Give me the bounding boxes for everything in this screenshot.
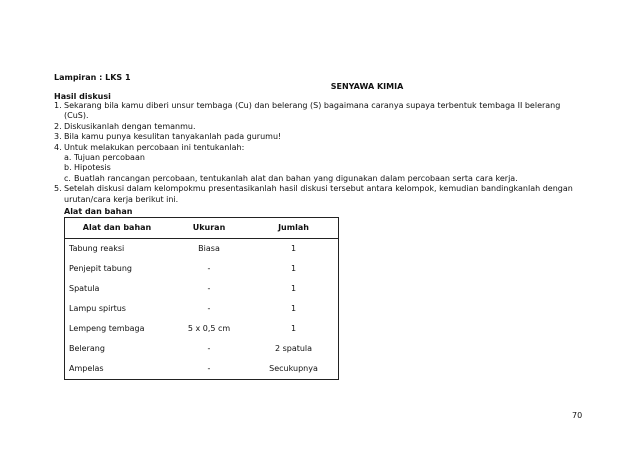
document-title xyxy=(0,82,638,92)
list-item xyxy=(54,132,584,142)
table-cell: 1 xyxy=(290,283,297,293)
table-row xyxy=(65,299,339,319)
sub-list-item xyxy=(64,153,584,163)
table-row xyxy=(65,239,339,260)
column-header: Jumlah xyxy=(249,218,339,239)
appendix-label: Lampiran : LKS 1 xyxy=(54,73,131,82)
table-row xyxy=(65,279,339,299)
sub-list-letter: a. xyxy=(64,152,72,162)
table-row xyxy=(65,359,339,380)
sub-list-item xyxy=(64,163,584,173)
table-header-row xyxy=(65,218,339,239)
table-cell: Spatula xyxy=(69,283,100,293)
table-cell: Tabung reaksi xyxy=(69,243,125,253)
list-number: 1. xyxy=(54,101,62,110)
table-cell: Lempeng tembaga xyxy=(69,323,145,333)
table-row xyxy=(65,339,339,359)
page-number: 70 xyxy=(572,411,583,420)
table-cell: Lampu spirtus xyxy=(69,303,126,313)
table-row xyxy=(65,259,339,279)
section-heading: Hasil diskusi xyxy=(54,92,111,101)
sub-list-text: Hipotesis xyxy=(74,163,111,173)
table-cell: 5 x 0,5 cm xyxy=(187,323,231,333)
list-item xyxy=(54,184,584,205)
discussion-list xyxy=(54,101,584,205)
list-text: Untuk melakukan percobaan ini tentukanlah: xyxy=(64,142,245,152)
table-cell: 2 spatula xyxy=(274,343,313,353)
table-cell: 1 xyxy=(290,303,297,313)
sub-list-item xyxy=(64,174,584,184)
list-text: Setelah diskusi dalam kelompokmu presentasikanlah hasil diskusi tersebut antara kelompok, kemudian bandingkanlah dengan urutan/cara kerja berikut ini. xyxy=(64,184,573,204)
sub-list-text: Tujuan percobaan xyxy=(74,152,145,162)
list-number: 5. xyxy=(54,184,62,194)
list-number: 2. xyxy=(54,121,62,131)
list-item xyxy=(54,122,584,132)
table-cell: - xyxy=(207,363,211,373)
table-cell: 1 xyxy=(290,263,297,273)
table-cell: 1 xyxy=(290,243,297,253)
list-number: 3. xyxy=(54,132,62,142)
materials-table xyxy=(64,217,339,380)
table-cell: Secukupnya xyxy=(269,363,318,373)
list-item xyxy=(54,143,584,185)
table-cell: - xyxy=(207,263,211,273)
list-text: Bila kamu punya kesulitan tanyakanlah pada gurumu! xyxy=(64,132,282,142)
list-number: 4. xyxy=(54,142,62,152)
table-cell: - xyxy=(207,283,211,293)
document-title-text: SENYAWA KIMIA xyxy=(330,82,404,91)
table-title: Alat dan bahan xyxy=(64,207,133,216)
table-cell: - xyxy=(207,343,211,353)
table-row xyxy=(65,319,339,339)
table-cell: Penjepit tabung xyxy=(69,263,132,273)
list-item xyxy=(54,101,584,122)
sub-list-text: Buatlah rancangan percobaan, tentukanlah alat dan bahan yang digunakan dalam percobaan serta cara kerja. xyxy=(74,173,518,183)
sub-list xyxy=(64,153,584,184)
table-cell: 1 xyxy=(290,323,297,333)
list-text: Sekarang bila kamu diberi unsur tembaga (Cu) dan belerang (S) bagaimana caranya supaya terbentuk tembaga II belerang (CuS). xyxy=(64,101,561,121)
list-text: Diskusikanlah dengan temanmu. xyxy=(64,121,196,131)
table-cell: - xyxy=(207,303,211,313)
sub-list-letter: c. xyxy=(64,173,71,183)
column-header: Ukuran xyxy=(169,218,249,239)
sub-list-letter: b. xyxy=(64,163,72,173)
column-header: Alat dan bahan xyxy=(65,218,170,239)
table-cell: Biasa xyxy=(198,243,220,253)
table-cell: Belerang xyxy=(69,343,105,353)
table-cell: Ampelas xyxy=(69,363,104,373)
